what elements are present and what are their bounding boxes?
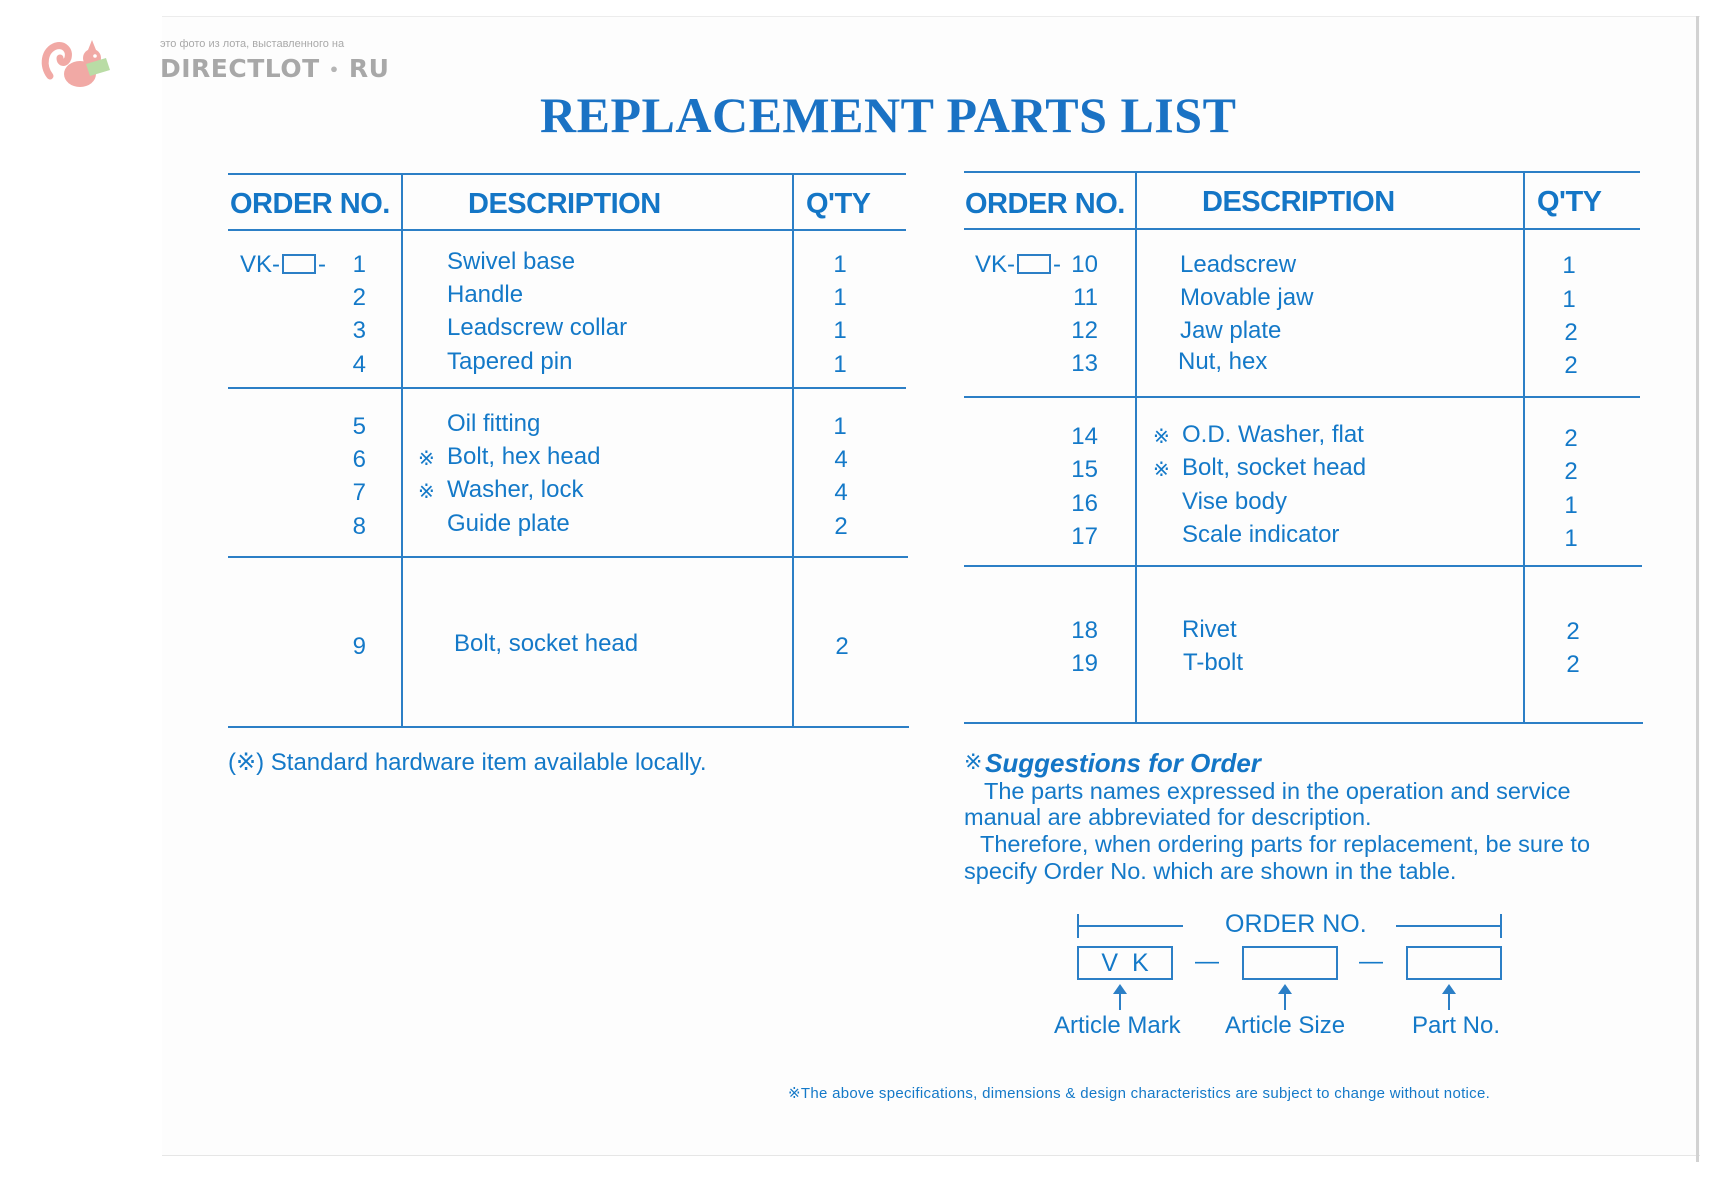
suggestions-title: Suggestions for Order	[985, 748, 1261, 778]
part-description: T-bolt	[1183, 649, 1244, 676]
part-number: 18	[1071, 617, 1098, 644]
left-table-bottom-rule	[228, 726, 909, 728]
watermark-brand: DIRECTLOT • RU	[160, 54, 390, 83]
watermark-caption: это фото из лота, выставленного на	[160, 38, 345, 50]
part-description: Handle	[447, 281, 524, 308]
part-number: 6	[352, 446, 366, 473]
left-table-top-rule	[228, 173, 906, 175]
squirrel-logo-icon	[40, 36, 112, 92]
part-description: Nut, hex	[1178, 348, 1268, 375]
part-description: Washer, lock	[447, 476, 584, 503]
part-number: 3	[352, 317, 366, 344]
part-description: Vise body	[1182, 488, 1287, 515]
part-description: Leadscrew collar	[447, 314, 628, 341]
suggestions-line: manual are abbreviated for description.	[964, 804, 1372, 830]
diagram-dash: —	[1195, 948, 1219, 975]
diagram-label-article-size: Article Size	[1225, 1012, 1346, 1039]
part-number: 17	[1071, 523, 1098, 550]
right-table-bottom-rule	[964, 722, 1643, 724]
part-qty: 2	[1566, 651, 1580, 678]
left-table-group-rule	[228, 387, 906, 389]
part-number: 10	[1071, 251, 1098, 278]
left-table-header-rule	[228, 229, 906, 231]
part-description: O.D. Washer, flat	[1182, 421, 1364, 448]
part-qty: 2	[834, 513, 848, 540]
diagram-order-label: ORDER NO.	[1225, 910, 1367, 938]
left-order-prefix: VK- -	[240, 251, 327, 278]
left-table-col-divider	[792, 173, 794, 727]
part-description: Scale indicator	[1182, 521, 1340, 548]
suggestions-line: The parts names expressed in the operation and service	[984, 778, 1571, 804]
watermark	[40, 36, 390, 96]
diagram-dash: —	[1359, 948, 1383, 975]
part-description: Guide plate	[447, 510, 570, 537]
part-qty: 2	[1564, 458, 1578, 485]
diagram-label-part-no: Part No.	[1412, 1012, 1501, 1039]
part-description: Tapered pin	[447, 348, 573, 375]
part-description: Movable jaw	[1180, 284, 1314, 311]
left-header-order-no: ORDER NO.	[230, 188, 390, 220]
part-qty: 2	[1564, 319, 1578, 346]
right-table-header-rule	[964, 228, 1640, 230]
right-table-col-divider	[1135, 171, 1137, 723]
hardware-mark: ※	[1153, 459, 1170, 481]
part-description: Swivel base	[447, 248, 576, 275]
diagram-bracket-line	[1396, 925, 1502, 927]
part-qty: 1	[1564, 492, 1578, 519]
part-qty: 1	[1562, 252, 1576, 279]
suggestions-line: Therefore, when ordering parts for replacement, be sure to	[980, 831, 1591, 857]
part-qty: 4	[834, 446, 848, 473]
right-table-col-divider	[1523, 171, 1525, 723]
left-header-qty: Q'TY	[806, 188, 871, 220]
part-description: Rivet	[1182, 616, 1237, 643]
left-header-description: DESCRIPTION	[468, 188, 661, 220]
part-qty: 1	[833, 284, 847, 311]
part-qty: 2	[1564, 352, 1578, 379]
part-qty: 2	[1566, 618, 1580, 645]
right-header-qty: Q'TY	[1537, 186, 1602, 218]
right-header-order-no: ORDER NO.	[965, 188, 1125, 220]
part-qty: 1	[1564, 525, 1578, 552]
right-order-prefix: VK- -	[975, 251, 1062, 278]
part-no-box	[1406, 946, 1502, 980]
part-description: Bolt, hex head	[447, 443, 601, 470]
part-qty: 1	[833, 251, 847, 278]
arrow-up-icon	[1284, 992, 1286, 1010]
arrow-up-icon	[1448, 992, 1450, 1010]
article-size-box	[1242, 946, 1338, 980]
sheet-edge	[1696, 16, 1699, 1162]
part-number: 9	[352, 633, 366, 660]
part-number: 7	[352, 479, 366, 506]
hardware-mark: ※	[418, 448, 435, 470]
left-table-group-rule	[228, 556, 908, 558]
part-description: Bolt, socket head	[1182, 454, 1367, 481]
right-table-top-rule	[964, 171, 1640, 173]
part-qty: 4	[834, 479, 848, 506]
part-description: Leadscrew	[1180, 251, 1297, 278]
hardware-mark: ※	[1153, 426, 1170, 448]
part-description: Bolt, socket head	[454, 630, 639, 657]
part-number: 12	[1071, 317, 1098, 344]
hardware-mark: ※	[418, 481, 435, 503]
hardware-note: (※) Standard hardware item available locally.	[228, 749, 707, 776]
suggestions-mark: ※	[964, 749, 983, 774]
diagram-label-article-mark: Article Mark	[1054, 1012, 1181, 1039]
part-qty: 2	[1564, 425, 1578, 452]
article-mark-box: VK	[1077, 946, 1173, 980]
right-table-group-rule	[964, 565, 1642, 567]
part-number: 1	[352, 251, 366, 278]
part-qty: 2	[835, 633, 849, 660]
part-description: Jaw plate	[1180, 317, 1282, 344]
size-box	[1017, 254, 1051, 274]
part-number: 11	[1073, 284, 1098, 311]
left-table-col-divider	[401, 173, 403, 727]
document-sheet	[162, 16, 1700, 1156]
part-description: Oil fitting	[447, 410, 541, 437]
part-qty: 1	[833, 351, 847, 378]
part-number: 5	[352, 413, 366, 440]
part-qty: 1	[1562, 286, 1576, 313]
part-number: 15	[1071, 456, 1098, 483]
footer-disclaimer: ※The above specifications, dimensions & design characteristics are subject to change without notice.	[788, 1085, 1491, 1102]
part-qty: 1	[833, 413, 847, 440]
part-number: 13	[1071, 350, 1098, 377]
part-number: 19	[1071, 650, 1098, 677]
right-table-group-rule	[964, 396, 1640, 398]
part-number: 2	[352, 284, 366, 311]
diagram-bracket-line	[1077, 925, 1183, 927]
size-box	[282, 254, 316, 274]
diagram-bracket-right	[1500, 914, 1502, 938]
part-qty: 1	[833, 317, 847, 344]
page-title: REPLACEMENT PARTS LIST	[540, 87, 1237, 143]
part-number: 8	[352, 513, 366, 540]
suggestions-line: specify Order No. which are shown in the table.	[964, 858, 1457, 884]
part-number: 16	[1071, 490, 1098, 517]
right-header-description: DESCRIPTION	[1202, 186, 1395, 218]
part-number: 4	[352, 351, 366, 378]
arrow-up-icon	[1119, 992, 1121, 1010]
part-number: 14	[1071, 423, 1098, 450]
